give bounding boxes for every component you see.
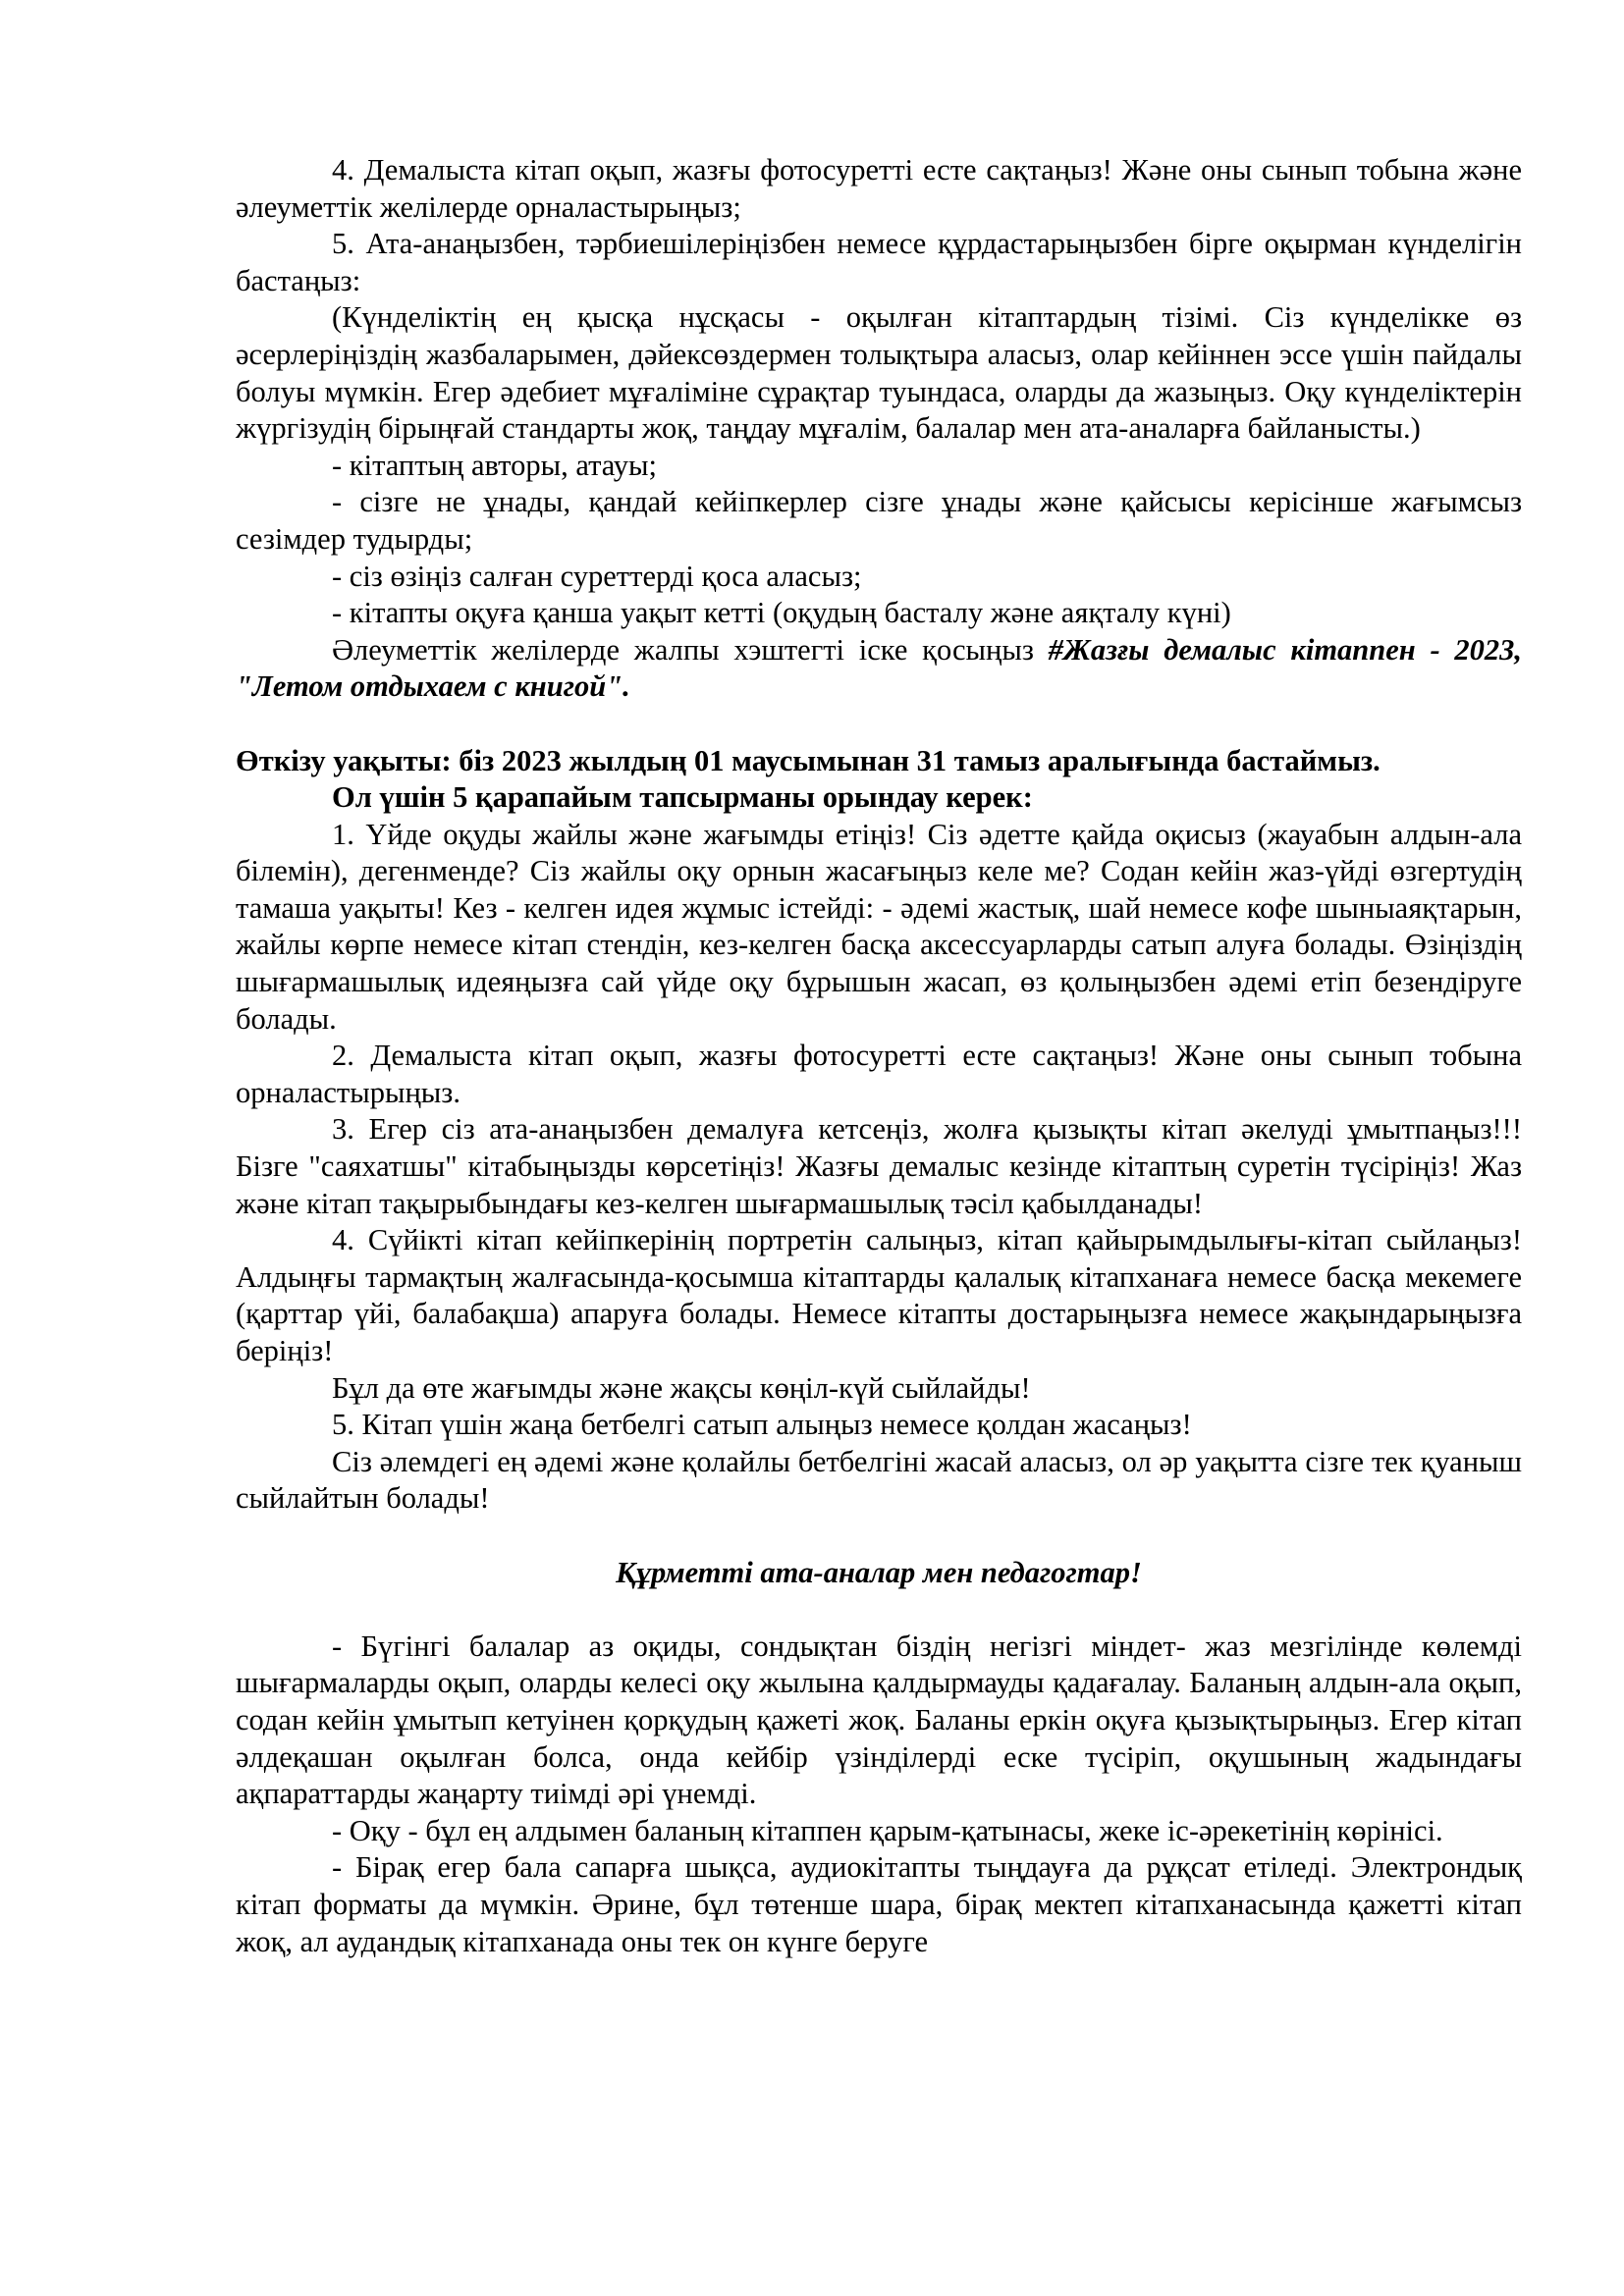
list-item-reading-time: - кітапты оқуға қанша уақыт кетті (оқудың басталу және аяқталу күні) [332, 596, 1231, 630]
paragraph-hashtag [236, 632, 1522, 706]
task-4-note: Бұл да өте жағымды және жақсы көңіл-күй сыйлайды! [332, 1370, 1031, 1405]
task-5-note: Сіз әлемдегі ең әдемі және қолайлы бетбелгіні жасай аласыз, ол әр уақытта сізге тек қуаныш сыйлайтын болады! [236, 1444, 1522, 1516]
hashtag-lead-text: Әлеуметтік желілерде жалпы хэштегті іске қосыңыз [332, 632, 1049, 667]
hashtag-text: #Жазғы демалыс кітаппен - 2023, "Летом отдыхаем с книгой". [236, 632, 1522, 704]
address-title: Құрметті ата-аналар мен педагогтар! [616, 1555, 1142, 1589]
spacer [236, 1591, 1522, 1629]
list-item-drawings: - сіз өзіңіз салған суреттерді қоса аласыз; [332, 559, 862, 593]
list-item-likes: - сізге не ұнады, қандай кейіпкерлер сізге ұнады және қайсысы керісінше жағымсыз сезімдер тудырды; [236, 485, 1522, 556]
document-page [236, 152, 1522, 1960]
tasks-heading: Ол үшін 5 қарапайым тапсырманы орындау керек: [332, 780, 1033, 815]
event-time-line: Өткізу уақыты: біз 2023 жылдың 01 маусымынан 31 тамыз аралығында бастаймыз. [236, 743, 1380, 777]
paragraph-photo-share: 4. Демалыста кітап оқып, жазғы фотосуретті есте сақтаңыз! Және оны сынып тобына және әлеуметтік желілерде орналастырыңыз; [236, 153, 1522, 224]
task-2: 2. Демалыста кітап оқып, жазғы фотосуретті есте сақтаңыз! Және оны сынып тобына орналастырыңыз. [236, 1039, 1522, 1109]
paragraph-diary-explanation: (Күнделіктің ең қысқа нұсқасы - оқылған кітаптардың тізімі. Сіз күнделікке өз әсерлеріңіздің жазбаларымен, дәйексөздермен толықтыра аласыз, олар кейіннен эссе үшін пайдалы болуы мүмкін. Егер әдебиет мұғаліміне сұрақтар туындаса, оларды да жазыңыз. Оқу күнделіктерін жүргізудің бірыңғай стандарты жоқ, таңдау мұғалім, балалар мен ата-аналарға байланысты.) [236, 300, 1522, 446]
paragraph-children-read-less: - Бүгінгі балалар аз оқиды, сондықтан біздің негізгі міндет- жаз мезгілінде көлемді шығармаларды оқып, оларды келесі оқу жылына қалдырмауды қадағалау. Баланың алдын-ала оқып, содан кейін ұмытып кетуінен қорқудың қажеті жоқ. Баланы еркін оқуға қызықтырыңыз. Егер кітап әлдеқашан оқылған болса, онда кейбір үзінділерді еске түсіріп, оқушының жадындағы ақпараттарды жаңарту тиімді әрі үнемді. [236, 1629, 1522, 1811]
paragraph-audiobooks: - Бірақ егер бала сапарға шықса, аудиокітапты тыңдауға да рұқсат етіледі. Электрондық кітап форматы да мүмкін. Әрине, бұл төтенше шара, бірақ мектеп кітапханасында қажетті кітап жоқ, ал аудандық кітапханада оны тек он күнге беруге [236, 1850, 1522, 1958]
task-3: 3. Егер сіз ата-анаңызбен демалуға кетсеңіз, жолға қызықты кітап әкелуді ұмытпаңыз!!! Бізге "саяхатшы" кітабыңызды көрсетіңіз! Жазғы демалыс кезінде кітаптың суретін түсіріңіз! Жаз және кітап тақырыбындағы кез-келген шығармашылық тәсіл қабылданады! [236, 1112, 1522, 1220]
list-item-author-title: - кітаптың авторы, атауы; [332, 448, 658, 482]
spacer [236, 1518, 1522, 1555]
task-5: 5. Кітап үшін жаңа бетбелгі сатып алыңыз немесе қолдан жасаңыз! [332, 1408, 1192, 1442]
paragraph-reader-diary: 5. Ата-анаңызбен, тәрбиешілеріңізбен немесе құрдастарыңызбен бірге оқырман күнделігін бастаңыз: [236, 227, 1522, 297]
task-4: 4. Сүйікті кітап кейіпкерінің портретін салыңыз, кітап қайырымдылығы-кітап сыйлаңыз! Алдыңғы тармақтың жалғасында-қосымша кітаптарды қалалық кітапханаға немесе басқа мекемеге (қарттар үйі, балабақша) апаруға болады. Немесе кітапты достарыңызға немесе жақындарыңызға беріңіз! [236, 1223, 1522, 1367]
spacer [236, 706, 1522, 743]
paragraph-reading-communication: - Оқу - бұл ең алдымен баланың кітаппен қарым-қатынасы, жеке іс-әрекетінің көрінісі. [332, 1813, 1443, 1847]
task-1: 1. Үйде оқуды жайлы және жағымды етіңіз! Сіз әдетте қайда оқисыз (жауабын алдын-ала білемін), дегенмендe? Сіз жайлы оқу орнын жасағыңыз келе ме? Содан кейін жаз-үйді өзгертудің тамаша уақыты! Кез - келген идея жұмыс істейді: - әдемі жастық, шай немесе кофе шыныаяқтарын, жайлы көрпе немесе кітап стендін, кез-келген басқа аксессуарларды сатып алуға болады. Өзіңіздің шығармашылық идеяңызға сай үйде оқу бұрышын жасап, өз қолыңызбен әдемі етіп безендіруге болады. [236, 817, 1522, 1036]
